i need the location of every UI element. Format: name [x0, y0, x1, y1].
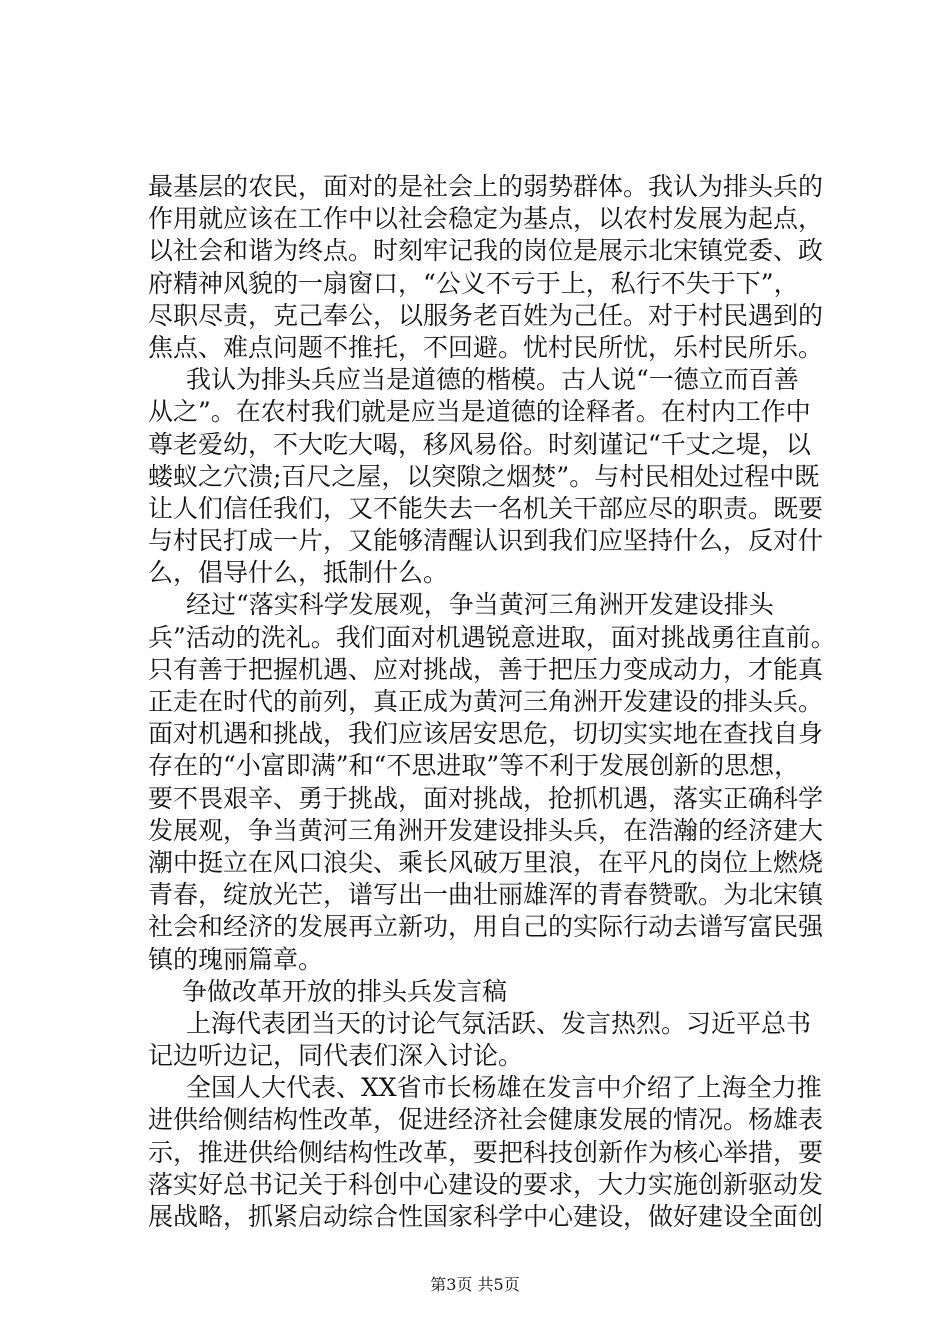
- text-line: 争做改革开放的排头兵发言稿: [182, 976, 508, 1006]
- text-line: 社会和经济的发展再立新功，用自己的实际行动去谱写富民强: [148, 912, 824, 942]
- text-line: 存在的“小富即满”和“不思进取”等不利于发展创新的思想，: [148, 751, 800, 781]
- text-line: 记边听边记，同代表们深入讨论。: [148, 1041, 524, 1071]
- document-body: [148, 171, 838, 1233]
- text-line: 发展观，争当黄河三角洲开发建设排头兵，在浩瀚的经济建大: [148, 815, 824, 845]
- text-line: 蝼蚁之穴溃;百尺之屋，以突隙之烟焚”。与村民相处过程中既: [148, 461, 820, 491]
- text-line: 作用就应该在工作中以社会稳定为基点，以农村发展为起点，: [148, 204, 824, 234]
- text-line: 府精神风貌的一扇窗口，“公义不亏于上，私行不失于下”，: [148, 268, 799, 298]
- text-line: 以社会和谐为终点。时刻牢记我的岗位是展示北宋镇党委、政: [148, 236, 824, 266]
- text-line: 我认为排头兵应当是道德的楷模。古人说“一德立而百善: [186, 365, 799, 395]
- text-line: 最基层的农民，面对的是社会上的弱势群体。我认为排头兵的: [148, 172, 824, 201]
- text-line: 要不畏艰辛、勇于挑战，面对挑战，抢抓机遇，落实正确科学: [148, 783, 824, 813]
- text-line: 上海代表团当天的讨论气氛活跃、发言热烈。习近平总书: [186, 1008, 812, 1038]
- text-line: 落实好总书记关于科创中心建设的要求，大力实施创新驱动发: [148, 1169, 824, 1199]
- text-line: 面对机遇和挑战，我们应该居安思危，切切实实地在查找自身: [148, 719, 824, 749]
- text-line: 焦点、难点问题不推托，不回避。忧村民所忧，乐村民所乐。: [148, 332, 824, 362]
- page-footer: 第3页 共5页: [430, 1275, 520, 1294]
- text-line: 么，倡导什么，抵制什么。: [148, 558, 449, 588]
- text-line: 让人们信任我们，又不能失去一名机关干部应尽的职责。既要: [148, 493, 824, 523]
- text-line: 尽职尽责，克己奉公，以服务老百姓为己任。对于村民遇到的: [148, 300, 824, 330]
- text-line: 潮中挺立在风口浪尖、乘长风破万里浪，在平凡的岗位上燃烧: [148, 847, 824, 877]
- text-line: 从之”。在农村我们就是应当是道德的诠释者。在村内工作中: [148, 397, 811, 427]
- text-line: 兵”活动的洗礼。我们面对机遇锐意进取，面对挑战勇往直前。: [148, 622, 836, 652]
- text-line: 展战略，抓紧启动综合性国家科学中心建设，做好建设全面创: [148, 1202, 824, 1231]
- text-line: 只有善于把握机遇、应对挑战，善于把压力变成动力，才能真: [148, 654, 824, 684]
- text-line: 正走在时代的前列，真正成为黄河三角洲开发建设的排头兵。: [148, 687, 824, 716]
- text-line: 进供给侧结构性改革，促进经济社会健康发展的情况。杨雄表: [148, 1105, 824, 1135]
- text-line: 尊老爱幼，不大吃大喝，移风易俗。时刻谨记“千丈之堤，以: [148, 429, 811, 459]
- text-line: 青春，绽放光芒，谱写出一曲壮丽雄浑的青春赞歌。为北宋镇: [148, 880, 824, 910]
- text-line: 经过“落实科学发展观，争当黄河三角洲开发建设排头: [186, 590, 774, 620]
- text-line: 镇的瑰丽篇章。: [148, 944, 324, 974]
- text-line: 全国人大代表、XX省市长杨雄在发言中介绍了上海全力推: [186, 1073, 822, 1103]
- text-line: 与村民打成一片，又能够清醒认识到我们应坚持什么，反对什: [148, 526, 824, 556]
- text-line: 示，推进供给侧结构性改革，要把科技创新作为核心举措，要: [148, 1137, 824, 1167]
